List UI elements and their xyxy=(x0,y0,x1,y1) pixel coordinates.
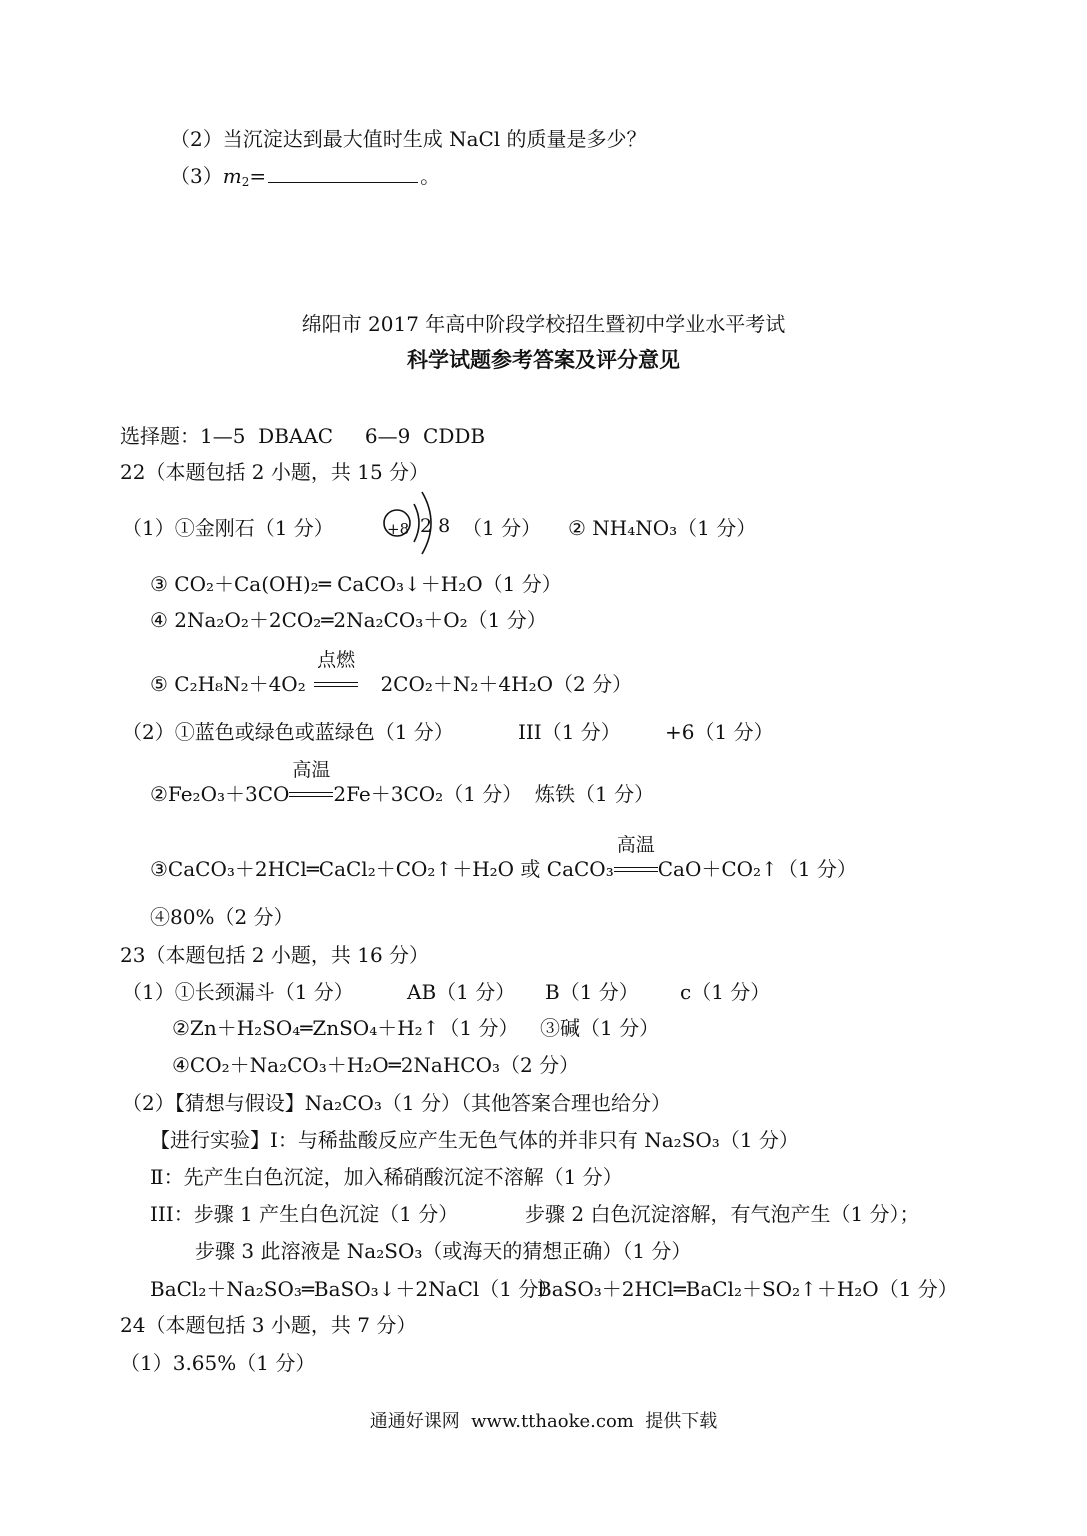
q3-end: 。 xyxy=(420,164,441,188)
q23-1-funnel: （1）①长颈漏斗（1 分） xyxy=(122,980,354,1004)
eq-fe2o3-products: 2Fe＋3CO₂（1 分） xyxy=(333,782,523,806)
q22-2-percent: ④80%（2 分） xyxy=(150,905,294,929)
q22-1-diamond: （1）①金刚石（1 分） xyxy=(122,516,334,540)
eq-caco3-hcl: ③CaCO₃＋2HCl═CaCl₂＋CO₂↑＋H₂O 或 CaCO₃ xyxy=(150,857,614,881)
ignite-condition xyxy=(312,649,360,696)
q22-2-group: III（1 分） xyxy=(518,720,621,744)
eq-fe2o3-reactants: ②Fe₂O₃＋3CO xyxy=(150,782,290,806)
q24-1-answer: （1）3.65%（1 分） xyxy=(120,1351,316,1375)
q22-1-score: （1 分） xyxy=(462,516,542,540)
high-temp-label-2: 高温 xyxy=(616,834,655,856)
q22-heading: 22（本题包括 2 小题，共 15 分） xyxy=(120,460,430,484)
high-temp-condition xyxy=(289,759,333,806)
q24-heading: 24（本题包括 3 小题，共 7 分） xyxy=(120,1313,417,1337)
q23-1-nahco3-eq: ④CO₂＋Na₂CO₃＋H₂O═2NaHCO₃（2 分） xyxy=(172,1053,580,1077)
q23-2-step-2: 步骤 2 白色沉淀溶解，有气泡产生（1 分）； xyxy=(525,1202,920,1226)
double-line-icon xyxy=(614,867,658,872)
eq5-reactants: ⑤ C₂H₈N₂＋4O₂ xyxy=(150,672,306,696)
q23-2-experiment-1: 【进行实验】Ⅰ：与稀盐酸反应产生无色气体的并非只有 Na₂SO₃（1 分） xyxy=(150,1128,799,1152)
q23-2-experiment-2: Ⅱ：先产生白色沉淀，加入稀硝酸沉淀不溶解（1 分） xyxy=(150,1165,623,1189)
double-line-icon xyxy=(289,792,333,797)
q22-2-eq3 xyxy=(150,834,857,881)
question-3 xyxy=(170,164,440,188)
q22-1-eq4: ④ 2Na₂O₂＋2CO₂═2Na₂CO₃＋O₂（1 分） xyxy=(150,608,547,632)
q22-2-valence: +6（1 分） xyxy=(665,720,774,744)
footer-source: 通通好课网 www.tthaoke.com 提供下载 xyxy=(369,1411,718,1432)
high-temp-condition-2 xyxy=(614,834,658,881)
doc-title: 绵阳市 2017 年高中阶段学校招生暨初中学业水平考试 xyxy=(301,312,786,336)
eq-caco3-decomp: CaO＋CO₂↑（1 分） xyxy=(657,857,857,881)
q3-prefix: （3） xyxy=(170,164,223,188)
q23-2-step-1: III：步骤 1 产生白色沉淀（1 分） xyxy=(150,1202,459,1226)
q23-1-base: ③碱（1 分） xyxy=(540,1016,660,1040)
atom-electron-shells: 2 8 xyxy=(420,515,451,537)
q22-2-ironmaking: 炼铁（1 分） xyxy=(535,782,655,806)
atom-nucleus-charge: +8 xyxy=(387,520,410,538)
high-temp-label: 高温 xyxy=(292,759,331,781)
q22-1-eq5 xyxy=(150,649,633,696)
q3-subscript: 2 xyxy=(241,175,250,189)
q23-2-hypothesis: （2）【猜想与假设】Na₂CO₃（1 分）（其他答案合理也给分） xyxy=(122,1091,671,1115)
q23-1-ab: AB（1 分） xyxy=(407,980,516,1004)
ignite-label: 点燃 xyxy=(317,649,356,671)
doc-subtitle: 科学试题参考答案及评分意见 xyxy=(407,347,680,372)
q22-1-nh4no3: ② NH₄NO₃（1 分） xyxy=(568,516,757,540)
eq5-products: 2CO₂＋N₂＋4H₂O（2 分） xyxy=(380,672,633,696)
q23-heading: 23（本题包括 2 小题，共 16 分） xyxy=(120,943,430,967)
q22-2-eq2 xyxy=(150,759,523,806)
q3-variable: m xyxy=(222,164,242,188)
oxygen-atom-diagram xyxy=(380,486,460,556)
q22-2-color: （2）①蓝色或绿色或蓝绿色（1 分） xyxy=(122,720,454,744)
q22-1-eq3: ③ CO₂＋Ca(OH)₂═ CaCO₃↓＋H₂O（1 分） xyxy=(150,572,562,596)
q23-1-b: B（1 分） xyxy=(545,980,639,1004)
q23-1-c: c（1 分） xyxy=(680,980,771,1004)
double-line-icon xyxy=(314,682,358,687)
choice-answers: 选择题：1—5 DBAAC 6—9 CDDB xyxy=(120,424,486,448)
q23-2-baso3-eq: BaSO₃＋2HCl═BaCl₂＋SO₂↑＋H₂O（1 分） xyxy=(537,1277,958,1301)
answer-blank xyxy=(268,164,418,183)
q23-1-zn-eq: ②Zn＋H₂SO₄═ZnSO₄＋H₂↑（1 分） xyxy=(172,1016,519,1040)
q23-2-bacl2-eq: BaCl₂＋Na₂SO₃═BaSO₃↓＋2NaCl（1 分） xyxy=(150,1277,559,1301)
q23-2-step-3: 步骤 3 此溶液是 Na₂SO₃（或海天的猜想正确）（1 分） xyxy=(195,1239,692,1263)
q3-equals: = xyxy=(249,164,267,188)
question-2: （2）当沉淀达到最大值时生成 NaCl 的质量是多少？ xyxy=(170,127,647,151)
